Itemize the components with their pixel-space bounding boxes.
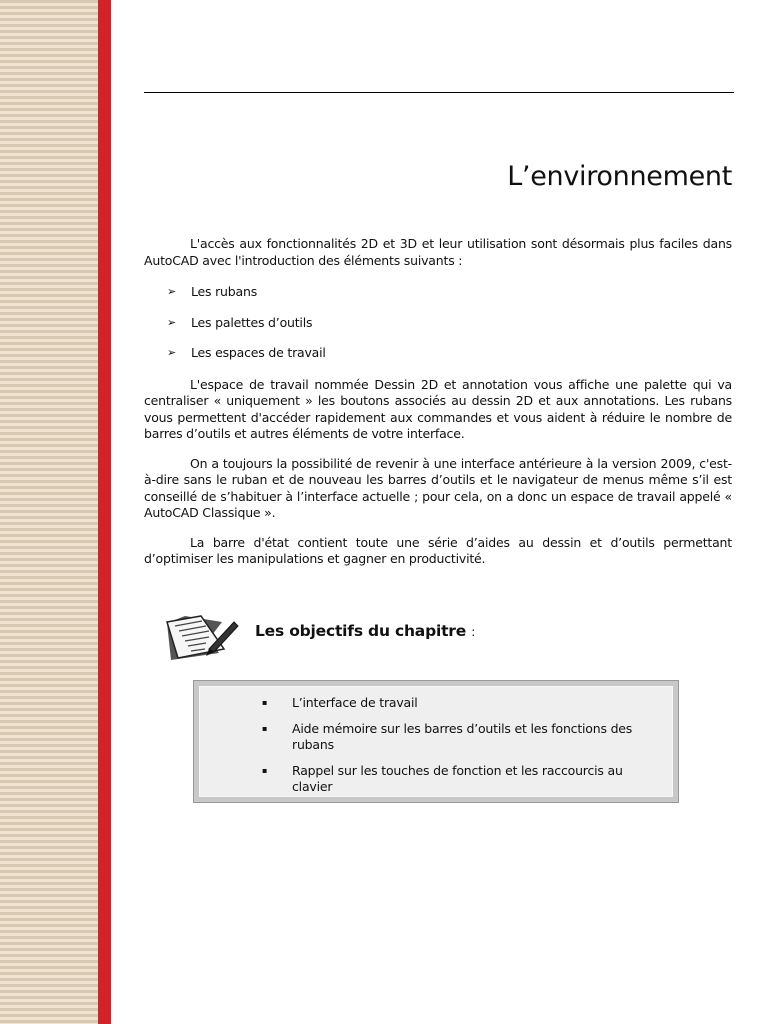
intro-paragraph: L'accès aux fonctionnalités 2D et 3D et leur utilisation sont désormais plus faciles dans AutoCAD avec l'introduction des éléments suivants : xyxy=(144,236,732,268)
feature-label: Les espaces de travail xyxy=(191,345,326,360)
objectives-title-text: Les objectifs du chapitre xyxy=(255,622,467,640)
feature-label: Les rubans xyxy=(191,284,258,299)
classic-interface-paragraph: On a toujours la possibilité de revenir à une interface antérieure à la version 2009, c'est-à-dire sans le ruban et de nouveau les barres d’outils et le navigateur de menus même s’il est conseillé de s’habituer à l’interface actuelle ; pour cela, on a donc un espace de travail appelé « AutoCAD Classique ». xyxy=(144,455,732,520)
square-bullet-icon: ▪ xyxy=(262,698,268,707)
objectives-title xyxy=(255,622,475,640)
square-bullet-icon: ▪ xyxy=(262,766,268,775)
list-item xyxy=(144,315,732,332)
list-item xyxy=(200,763,652,795)
square-bullet-icon: ▪ xyxy=(262,724,268,733)
objectives-box xyxy=(193,680,679,803)
objectives-title-colon: : xyxy=(471,625,476,639)
left-red-bar xyxy=(98,0,111,1024)
arrow-bullet-icon: ➢ xyxy=(167,315,177,329)
list-item xyxy=(200,721,652,753)
list-item xyxy=(144,345,732,362)
feature-list xyxy=(144,284,732,362)
workspace-paragraph: L'espace de travail nommée Dessin 2D et annotation vous affiche une palette qui va centraliser « uniquement » les boutons associés au dessin 2D et aux annotations. Les rubans vous permettent d'accéder rapidement aux commandes et vous aident à réduire le nombre de barres d’outils et autres éléments de votre interface. xyxy=(144,376,732,441)
left-stripe-band xyxy=(0,0,98,1024)
arrow-bullet-icon: ➢ xyxy=(167,346,177,359)
objective-label: L’interface de travail xyxy=(292,695,418,710)
list-item xyxy=(200,695,652,711)
feature-label: Les palettes d’outils xyxy=(191,314,313,330)
objective-label: Rappel sur les touches de fonction et les raccourcis au clavier xyxy=(292,763,623,794)
list-item xyxy=(144,284,732,301)
objectives-header xyxy=(162,610,562,666)
body-content xyxy=(144,236,732,581)
objective-label: Aide mémoire sur les barres d’outils et les fonctions des rubans xyxy=(292,721,633,752)
notepad-pen-icon xyxy=(162,612,240,664)
status-bar-paragraph: La barre d'état contient toute une série d’aides au dessin et d’outils permettant d’optimiser les manipulations et gagner en productivité. xyxy=(144,534,732,566)
arrow-bullet-icon: ➢ xyxy=(167,285,177,298)
page-title: L’environnement xyxy=(507,161,732,192)
header-rule xyxy=(144,92,734,93)
objectives-list xyxy=(200,695,652,795)
objectives-box-inner xyxy=(199,686,673,797)
